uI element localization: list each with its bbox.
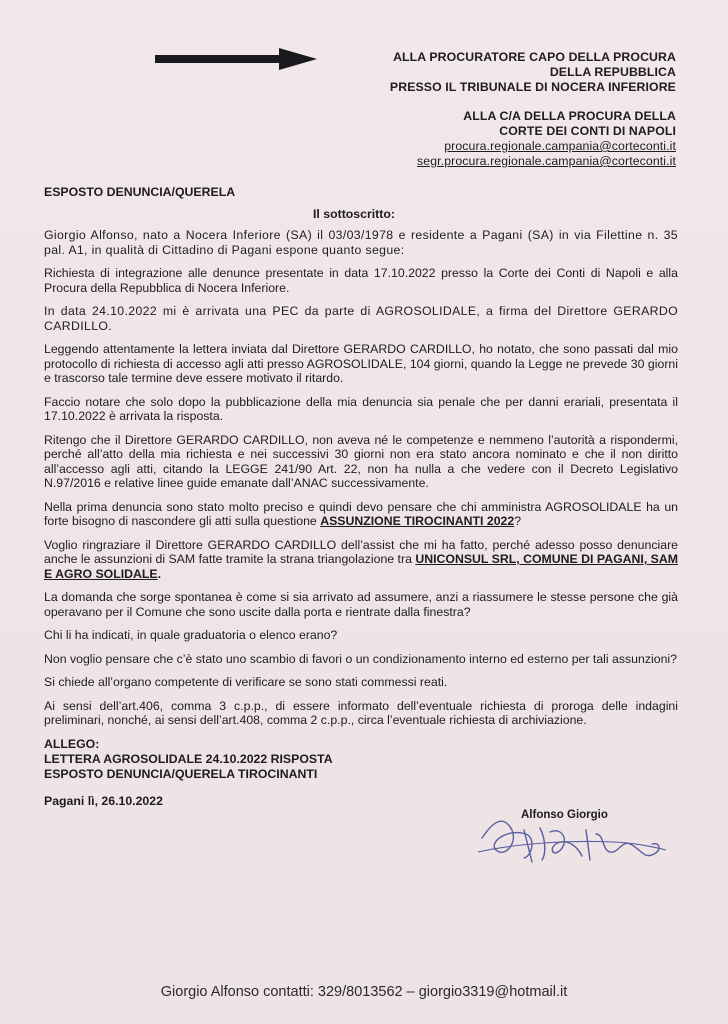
recipient-line: PRESSO IL TRIBUNALE DI NOCERA INFERIORE xyxy=(389,80,676,94)
document-subtitle: Il sottoscritto: xyxy=(313,207,395,221)
attachment-item: LETTERA AGROSOLIDALE 24.10.2022 RISPOSTA xyxy=(44,751,333,766)
paragraph: In data 24.10.2022 mi è arrivata una PEC da parte di AGROSOLIDALE, a firma del Direttore GERARDO CARDILLO. xyxy=(44,304,678,333)
paragraph: La domanda che sorge spontanea è come si sia arrivato ad assumere, anzi a riassumere le stesse persone che già operavano per il Comune che sono uscite dalla porta e rientrate dalla finestra? xyxy=(44,590,678,619)
paragraph: Non voglio pensare che c’è stato uno scambio di favori o un condizionamento interno ed esterno per tali assunzioni? xyxy=(44,651,677,666)
attachment-item: ESPOSTO DENUNCIA/QUERELA TIROCINANTI xyxy=(44,766,318,781)
paragraph: Faccio notare che solo dopo la pubblicazione della mia denuncia sia penale che per danni erariali, presentata il 17.10.2022 è arrivata la risposta. xyxy=(44,394,678,423)
paragraph-text: Nella prima denuncia sono stato molto preciso e quindi devo pensare che chi amministra AGROSOLIDALE ha un forte bisogno di nascondere gli atti sulla questione xyxy=(44,499,678,528)
recipient-line: ALLA C/A DELLA PROCURA DELLA xyxy=(463,109,676,123)
paragraph: Chi li ha indicati, in quale graduatoria o elenco erano? xyxy=(44,628,338,642)
email-link[interactable]: segr.procura.regionale.campania@corteconti.it xyxy=(417,154,676,168)
paragraph-text: ? xyxy=(514,514,522,528)
document-heading: ESPOSTO DENUNCIA/QUERELA xyxy=(44,185,236,199)
recipient-line: ALLA PROCURATORE CAPO DELLA PROCURA xyxy=(393,50,676,64)
attachments-label: ALLEGO: xyxy=(44,737,100,751)
paragraph: Richiesta di integrazione alle denunce presentate in data 17.10.2022 presso la Corte dei Conti di Napoli e alla Procura della Repubblica di Nocera Inferiore. xyxy=(44,266,678,295)
paragraph xyxy=(44,500,678,529)
recipients-block xyxy=(390,50,676,169)
paragraph: Ritengo che il Direttore GERARDO CARDILLO, non aveva né le competenze e nemmeno l’autorità a rispondermi, perché all’atto della mia richiesta e nei successivi 30 giorni non era stato ancora nominato e che il non diritto all’accesso agli atti, citando la LEGGE 241/90 Art. 22, non ha nulla a che vedere con il Decreto Legislativo N.97/2016 e relative linee guide emanate dall’ANAC successivamente. xyxy=(44,432,678,490)
recipient-line: CORTE DEI CONTI DI NAPOLI xyxy=(499,124,676,138)
recipient-line: DELLA REPUBBLICA xyxy=(549,65,676,79)
paragraph: Giorgio Alfonso, nato a Nocera Inferiore (SA) il 03/03/1978 e residente a Pagani (SA) in via Filettine n. 35 pal. A1, in qualità di Cittadino di Pagani espone quanto segue: xyxy=(44,228,678,257)
underlined-subject: ASSUNZIONE TIROCINANTI 2022 xyxy=(320,514,515,528)
attachments-block xyxy=(44,737,333,781)
paragraph xyxy=(44,538,678,582)
footer-contacts: Giorgio Alfonso contatti: 329/8013562 – giorgio3319@hotmail.it xyxy=(160,984,568,1000)
paragraph: Leggendo attentamente la lettera inviata dal Direttore GERARDO CARDILLO, ho notato, che sono passati dal mio protocollo di richiesta di accesso agli atti presso AGROSOLIDALE, 104 giorni, quando la Legge ne prevede 30 giorni e trascorso tale termine deve essere motivato il ritardo. xyxy=(44,342,678,385)
place-date: Pagani lì, 26.10.2022 xyxy=(44,794,163,808)
paragraph-text: Voglio ringraziare il Direttore GERARDO CARDILLO dell’assist che mi ha fatto, perché adesso posso denunciare anche le assunzioni di SAM fatte tramite la strana triangolazione tra xyxy=(44,537,678,566)
signer-name: Alfonso Giorgio xyxy=(521,809,608,821)
paragraph: Si chiede all’organo competente di verificare se sono stati commessi reati. xyxy=(44,675,448,689)
email-link[interactable]: procura.regionale.campania@corteconti.it xyxy=(444,139,676,153)
arrow-right-icon xyxy=(155,48,317,70)
paragraph-text: . xyxy=(157,566,162,581)
document-body xyxy=(44,228,678,737)
paragraph: Ai sensi dell’art.406, comma 3 c.p.p., di essere informato dell’eventuale richiesta di proroga delle indagini preliminari, nonché, ai sensi dell’art.408, comma 2 c.p.p., circa l’eventuale richiesta di archiviazione. xyxy=(44,698,678,727)
underlined-entities: UNICONSUL SRL, COMUNE DI PAGANI, SAM E AGRO SOLIDALE xyxy=(44,552,678,581)
